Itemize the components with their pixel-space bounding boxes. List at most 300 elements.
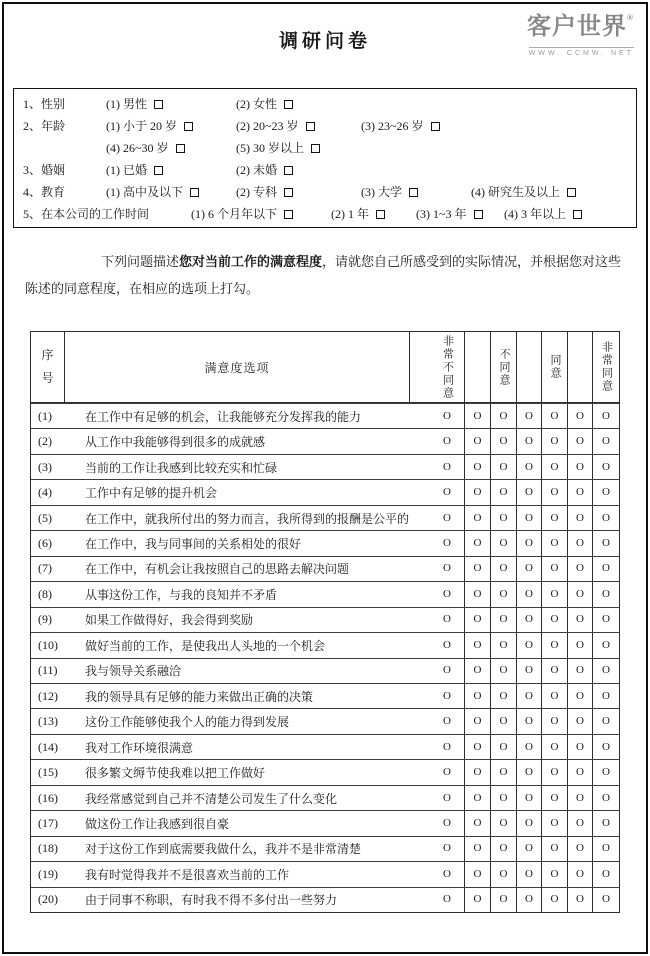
likert-option-circle[interactable]: O [499,511,508,524]
likert-option-circle[interactable]: O [473,486,482,499]
likert-option-circle[interactable]: O [499,638,508,651]
likert-cell-6 [567,811,592,835]
likert-cell-3 [490,760,516,784]
likert-cell-7 [592,557,619,581]
table-row [31,658,619,683]
likert-option-circle[interactable]: O [525,511,533,524]
likert-option-circle[interactable]: O [443,842,451,855]
likert-option-circle[interactable]: O [443,486,451,499]
likert-option-circle[interactable]: O [550,613,559,626]
checkbox-icon[interactable] [376,210,385,219]
likert-option-circle[interactable]: O [602,893,610,906]
likert-option-circle[interactable]: O [499,435,508,448]
checkbox-icon[interactable] [184,122,193,131]
likert-cell-2 [464,582,490,606]
likert-option-circle[interactable]: O [443,664,451,677]
likert-option-circle[interactable]: O [499,766,508,779]
likert-option-circle[interactable]: O [525,689,533,702]
likert-option-circle[interactable]: O [499,893,508,906]
checkbox-icon[interactable] [573,210,582,219]
row-question-cell: 在工作中，有机会让我按照自己的思路去解决问题 [85,562,350,577]
likert-option-circle[interactable]: O [602,435,610,448]
likert-option-circle[interactable]: O [602,689,610,702]
row-question-cell: 我有时觉得我并不是很喜欢当前的工作 [85,867,290,882]
header-cell-spacer [464,332,490,402]
header-cell-spacer [567,332,592,402]
likert-cell-4 [516,837,541,861]
likert-cell-2 [464,404,490,428]
likert-option-circle[interactable]: O [443,435,451,448]
likert-cell-5 [541,888,567,912]
likert-option-circle[interactable]: O [499,791,508,804]
likert-cell-4 [516,684,541,708]
likert-option-circle[interactable]: O [473,409,482,422]
likert-cell-4 [516,760,541,784]
checkbox-icon[interactable] [284,210,293,219]
likert-option-circle[interactable]: O [473,816,482,829]
likert-cell-3 [490,557,516,581]
likert-cell-2 [464,709,490,733]
checkbox-icon[interactable] [567,188,576,197]
likert-cell-1 [409,531,464,555]
likert-option-circle[interactable]: O [473,867,482,880]
likert-cell-1 [409,633,464,657]
row-question-cell: 我的领导具有足够的能力来做出正确的决策 [85,689,314,704]
likert-option-circle[interactable]: O [525,842,533,855]
likert-cell-1 [409,709,464,733]
likert-option-circle[interactable]: O [576,842,584,855]
row-number-cell: (2) [38,434,52,449]
likert-option-circle[interactable]: O [602,791,610,804]
likert-option-circle[interactable]: O [473,613,482,626]
likert-option-circle[interactable]: O [602,664,610,677]
row-question-cell: 我经常感觉到自己并不清楚公司发生了什么变化 [85,791,338,806]
likert-option-circle[interactable]: O [550,664,559,677]
likert-option-circle[interactable]: O [499,562,508,575]
likert-option-circle[interactable]: O [525,587,533,600]
likert-option-circle[interactable]: O [499,842,508,855]
likert-option-circle[interactable]: O [576,587,584,600]
likert-cell-7 [592,659,619,683]
likert-option-circle[interactable]: O [576,766,584,779]
checkbox-icon[interactable] [284,100,293,109]
likert-cell-6 [567,480,592,504]
likert-option-circle[interactable]: O [576,740,584,753]
option-male: (1) 男性 [106,93,163,115]
likert-cell-3 [490,480,516,504]
likert-cell-1 [409,582,464,606]
likert-option-circle[interactable]: O [443,816,451,829]
row-number-cell: (7) [38,561,52,576]
likert-option-circle[interactable]: O [473,562,482,575]
likert-option-circle[interactable]: O [499,486,508,499]
row-number-cell: (15) [38,765,58,780]
likert-option-circle[interactable]: O [525,435,533,448]
likert-option-circle[interactable]: O [576,638,584,651]
likert-option-circle[interactable]: O [443,409,451,422]
row-question-cell: 很多繁文缛节使我难以把工作做好 [85,766,266,781]
likert-option-circle[interactable]: O [550,867,559,880]
likert-cell-7 [592,837,619,861]
brand-logo [504,13,634,60]
table-row [31,785,619,810]
likert-cell-5 [541,709,567,733]
question-age-continued [14,137,636,159]
likert-option-circle[interactable]: O [550,536,559,549]
likert-cell-6 [567,837,592,861]
row-question-cell: 对于这份工作到底需要我做什么，我并不是非常清楚 [85,842,362,857]
option-age-5: (5) 30 岁以上 [236,137,320,159]
likert-option-circle[interactable]: O [499,536,508,549]
likert-option-circle[interactable]: O [443,867,451,880]
table-row [31,479,619,504]
likert-option-circle[interactable]: O [473,587,482,600]
likert-option-circle[interactable]: O [525,664,533,677]
table-header-row [31,332,619,403]
likert-option-circle[interactable]: O [550,511,559,524]
likert-option-circle[interactable]: O [576,409,584,422]
likert-cell-1 [409,659,464,683]
likert-option-circle[interactable]: O [525,613,533,626]
likert-option-circle[interactable]: O [499,867,508,880]
likert-option-circle[interactable]: O [550,460,559,473]
likert-option-circle[interactable]: O [473,715,482,728]
instructions-emphasis: 您对当前工作的满意程度 [179,254,323,269]
table-row [31,632,619,657]
row-number-cell: (6) [38,535,52,550]
likert-option-circle[interactable]: O [525,715,533,728]
checkbox-icon[interactable] [176,144,185,153]
likert-cell-2 [464,455,490,479]
likert-cell-1 [409,811,464,835]
checkbox-icon[interactable] [154,166,163,175]
row-question-cell: 在工作中有足够的机会，让我能够充分发挥我的能力 [85,409,362,424]
likert-cell-2 [464,506,490,530]
likert-cell-7 [592,786,619,810]
likert-option-circle[interactable]: O [499,587,508,600]
likert-cell-4 [516,735,541,759]
likert-option-circle[interactable]: O [602,486,610,499]
likert-option-circle[interactable]: O [576,613,584,626]
likert-option-circle[interactable]: O [525,740,533,753]
row-number-cell: (11) [38,663,58,678]
likert-cell-1 [409,429,464,453]
likert-cell-6 [567,684,592,708]
likert-option-circle[interactable]: O [443,791,451,804]
likert-option-circle[interactable]: O [473,664,482,677]
row-question-cell: 做这份工作让我感到很自豪 [85,816,230,831]
likert-option-circle[interactable]: O [525,562,533,575]
likert-option-circle[interactable]: O [499,409,508,422]
likert-option-circle[interactable]: O [499,715,508,728]
table-row [31,810,619,835]
likert-option-circle[interactable]: O [602,511,610,524]
likert-cell-1 [409,506,464,530]
likert-option-circle[interactable]: O [550,638,559,651]
likert-option-circle[interactable]: O [576,511,584,524]
likert-option-circle[interactable]: O [550,766,559,779]
likert-option-circle[interactable]: O [576,536,584,549]
option-tenure-4: (4) 3 年以上 [504,203,582,225]
likert-cell-6 [567,429,592,453]
likert-cell-7 [592,811,619,835]
row-question-cell: 在工作中，就我所付出的努力而言，我所得到的报酬是公平的 [85,511,409,526]
likert-option-circle[interactable]: O [525,409,533,422]
likert-cell-4 [516,404,541,428]
likert-cell-7 [592,862,619,886]
likert-cell-7 [592,888,619,912]
likert-option-circle[interactable]: O [473,766,482,779]
likert-cell-3 [490,862,516,886]
likert-option-circle[interactable]: O [550,587,559,600]
likert-option-circle[interactable]: O [443,715,451,728]
likert-cell-5 [541,608,567,632]
likert-cell-4 [516,531,541,555]
likert-option-circle[interactable]: O [550,842,559,855]
row-question-cell: 在工作中，我与同事间的关系相处的很好 [85,536,302,551]
likert-cell-4 [516,709,541,733]
likert-cell-5 [541,735,567,759]
likert-cell-6 [567,531,592,555]
likert-option-circle[interactable]: O [550,435,559,448]
likert-cell-3 [490,633,516,657]
likert-cell-6 [567,633,592,657]
checkbox-icon[interactable] [409,188,418,197]
row-number-cell: (8) [38,586,52,601]
option-edu-2: (2) 专科 [236,181,293,203]
likert-option-circle[interactable]: O [550,486,559,499]
likert-cell-7 [592,633,619,657]
likert-option-circle[interactable]: O [525,536,533,549]
table-row [31,759,619,784]
likert-option-circle[interactable]: O [473,511,482,524]
likert-cell-3 [490,455,516,479]
option-age-3: (3) 23~26 岁 [361,115,440,137]
likert-option-circle[interactable]: O [525,791,533,804]
likert-option-circle[interactable]: O [576,893,584,906]
checkbox-icon[interactable] [431,122,440,131]
option-edu-1: (1) 高中及以下 [106,181,199,203]
likert-option-circle[interactable]: O [550,689,559,702]
likert-option-circle[interactable]: O [602,460,610,473]
likert-option-circle[interactable]: O [602,842,610,855]
likert-option-circle[interactable]: O [473,842,482,855]
likert-option-circle[interactable]: O [525,867,533,880]
likert-cell-1 [409,557,464,581]
row-number-cell: (4) [38,485,52,500]
likert-option-circle[interactable]: O [550,715,559,728]
likert-option-circle[interactable]: O [473,536,482,549]
likert-option-circle[interactable]: O [443,536,451,549]
likert-option-circle[interactable]: O [443,766,451,779]
likert-cell-6 [567,506,592,530]
likert-option-circle[interactable]: O [443,638,451,651]
likert-option-circle[interactable]: O [473,689,482,702]
likert-option-circle[interactable]: O [576,816,584,829]
likert-cell-6 [567,557,592,581]
likert-option-circle[interactable]: O [525,893,533,906]
likert-cell-3 [490,709,516,733]
row-number-cell: (12) [38,688,58,703]
row-number-cell: (9) [38,612,52,627]
likert-cell-1 [409,760,464,784]
likert-option-circle[interactable]: O [576,460,584,473]
likert-cell-2 [464,862,490,886]
likert-option-circle[interactable]: O [550,740,559,753]
likert-option-circle[interactable]: O [525,460,533,473]
likert-option-circle[interactable]: O [550,562,559,575]
likert-option-circle[interactable]: O [443,689,451,702]
likert-option-circle[interactable]: O [602,638,610,651]
likert-cell-5 [541,557,567,581]
likert-option-circle[interactable]: O [499,740,508,753]
checkbox-icon[interactable] [154,100,163,109]
likert-option-circle[interactable]: O [576,791,584,804]
likert-cell-3 [490,786,516,810]
likert-option-circle[interactable]: O [525,766,533,779]
likert-cell-5 [541,429,567,453]
likert-cell-3 [490,531,516,555]
checkbox-icon[interactable] [311,144,320,153]
likert-cell-2 [464,837,490,861]
likert-cell-4 [516,862,541,886]
likert-cell-3 [490,735,516,759]
option-tenure-1: (1) 6 个月年以下 [191,203,293,225]
checkbox-icon[interactable] [306,122,315,131]
likert-option-circle[interactable]: O [473,638,482,651]
likert-cell-7 [592,506,619,530]
row-question-cell: 当前的工作让我感到比较充实和忙碌 [85,460,278,475]
row-number-cell: (5) [38,510,52,525]
likert-option-circle[interactable]: O [576,435,584,448]
registered-trademark-icon: ® [627,13,634,22]
option-age-4: (4) 26~30 岁 [106,137,185,159]
likert-option-circle[interactable]: O [602,740,610,753]
option-tenure-2: (2) 1 年 [331,203,385,225]
likert-option-circle[interactable]: O [602,715,610,728]
likert-option-circle[interactable]: O [499,664,508,677]
likert-cell-1 [409,786,464,810]
likert-option-circle[interactable]: O [576,715,584,728]
likert-option-circle[interactable]: O [602,587,610,600]
row-number-cell: (13) [38,714,58,729]
row-question-cell: 由于同事不称职，有时我不得不多付出一些努力 [85,893,338,908]
likert-option-circle[interactable]: O [525,638,533,651]
table-row [31,734,619,759]
likert-cell-1 [409,862,464,886]
likert-option-circle[interactable]: O [602,816,610,829]
question-label: 5、在本公司的工作时间 [23,207,150,221]
likert-option-circle[interactable]: O [443,893,451,906]
likert-cell-1 [409,684,464,708]
checkbox-icon[interactable] [284,188,293,197]
table-row [31,708,619,733]
likert-option-circle[interactable]: O [550,893,559,906]
likert-option-circle[interactable]: O [576,867,584,880]
likert-cell-2 [464,531,490,555]
likert-cell-5 [541,760,567,784]
question-education [14,181,636,203]
satisfaction-table [30,331,620,913]
likert-cell-4 [516,582,541,606]
checkbox-icon[interactable] [284,166,293,175]
likert-option-circle[interactable]: O [443,562,451,575]
likert-cell-4 [516,659,541,683]
likert-option-circle[interactable]: O [499,613,508,626]
likert-option-circle[interactable]: O [499,689,508,702]
likert-option-circle[interactable]: O [473,893,482,906]
likert-cell-2 [464,608,490,632]
likert-option-circle[interactable]: O [550,816,559,829]
likert-option-circle[interactable]: O [473,740,482,753]
likert-cell-5 [541,684,567,708]
likert-option-circle[interactable]: O [443,460,451,473]
likert-option-circle[interactable]: O [473,435,482,448]
likert-cell-4 [516,786,541,810]
likert-option-circle[interactable]: O [576,562,584,575]
table-row [31,428,619,453]
row-question-cell: 我与领导关系融洽 [85,664,182,679]
likert-option-circle[interactable]: O [443,587,451,600]
likert-cell-5 [541,837,567,861]
likert-cell-3 [490,608,516,632]
likert-cell-3 [490,506,516,530]
likert-cell-5 [541,404,567,428]
brand-logo-site: WWW. CCMW. NET [529,47,634,57]
likert-option-circle[interactable]: O [602,409,610,422]
option-age-2: (2) 20~23 岁 [236,115,315,137]
likert-option-circle[interactable]: O [602,867,610,880]
likert-option-circle[interactable]: O [525,816,533,829]
header-cell-number: 序号 [41,348,54,385]
likert-cell-5 [541,633,567,657]
likert-cell-4 [516,811,541,835]
table-row [31,683,619,708]
likert-option-circle[interactable]: O [473,791,482,804]
likert-option-circle[interactable]: O [602,536,610,549]
likert-option-circle[interactable]: O [443,740,451,753]
likert-option-circle[interactable]: O [499,816,508,829]
likert-cell-3 [490,811,516,835]
likert-cell-1 [409,480,464,504]
checkbox-icon[interactable] [474,210,483,219]
likert-option-circle[interactable]: O [473,460,482,473]
likert-option-circle[interactable]: O [576,689,584,702]
likert-option-circle[interactable]: O [602,613,610,626]
likert-cell-6 [567,455,592,479]
option-female: (2) 女性 [236,93,293,115]
likert-option-circle[interactable]: O [443,613,451,626]
likert-option-circle[interactable]: O [443,511,451,524]
likert-cell-6 [567,786,592,810]
likert-option-circle[interactable]: O [550,791,559,804]
row-number-cell: (19) [38,866,58,881]
likert-option-circle[interactable]: O [602,766,610,779]
likert-cell-2 [464,786,490,810]
likert-cell-7 [592,429,619,453]
likert-option-circle[interactable]: O [525,486,533,499]
table-row [31,454,619,479]
likert-option-circle[interactable]: O [576,486,584,499]
table-row [31,581,619,606]
row-question-cell: 做好当前的工作，是使我出人头地的一个机会 [85,638,326,653]
likert-option-circle[interactable]: O [602,562,610,575]
checkbox-icon[interactable] [190,188,199,197]
likert-option-circle[interactable]: O [576,664,584,677]
likert-option-circle[interactable]: O [550,409,559,422]
likert-cell-1 [409,888,464,912]
likert-option-circle[interactable]: O [499,460,508,473]
